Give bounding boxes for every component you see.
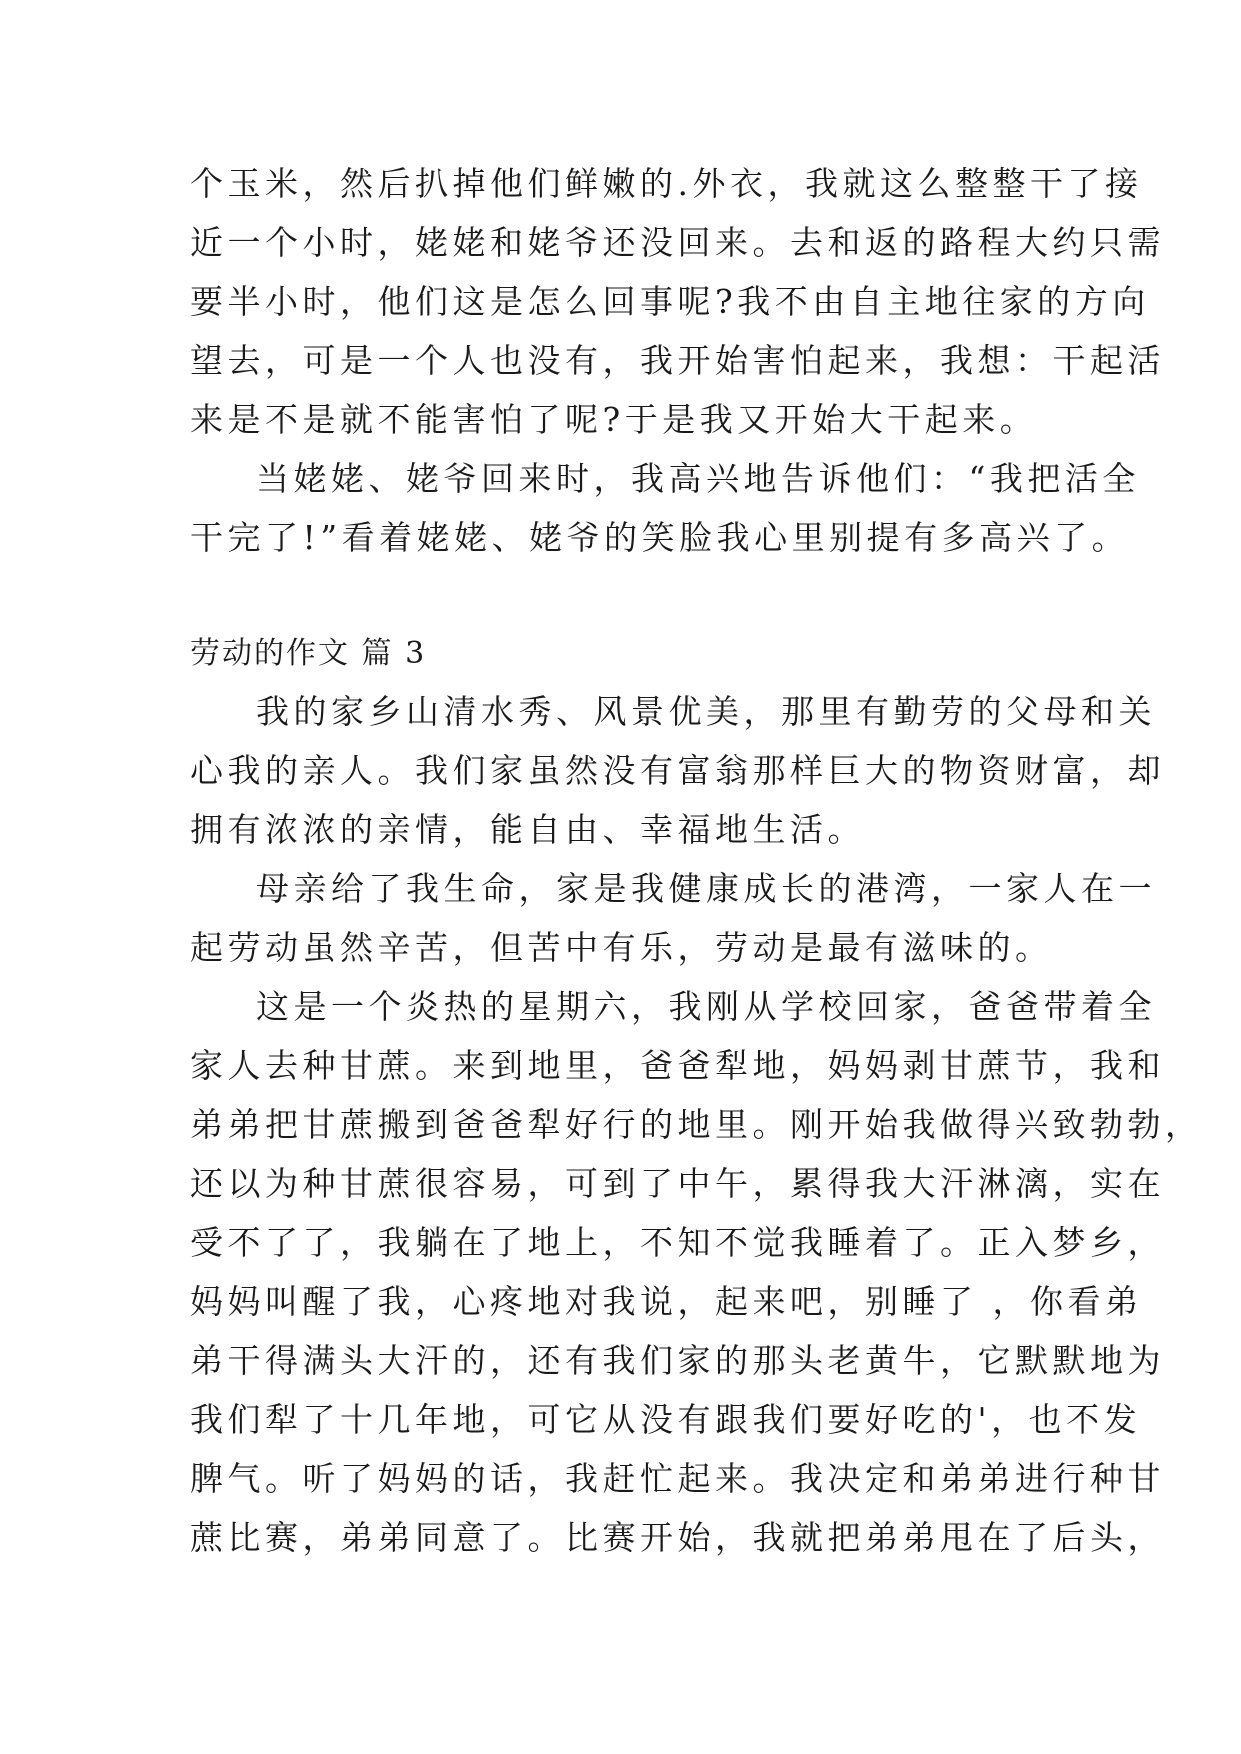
- paragraph-5-line-3: 弟弟把甘蔗搬到爸爸犁好行的地里。刚开始我做得兴致勃勃，: [190, 1105, 1203, 1144]
- paragraph-5-line-4: 还以为种甘蔗很容易，可到了中午，累得我大汗淋漓，实在: [190, 1164, 1165, 1203]
- paragraph-3-line-3: 拥有浓浓的亲情，能自由、幸福地生活。: [190, 810, 865, 849]
- paragraph-5-line-1: 这是一个炎热的星期六，我刚从学校回家，爸爸带着全: [256, 987, 1156, 1026]
- paragraph-5-line-8: 我们犁了十几年地，可它从没有跟我们要好吃的'，也不发: [190, 1400, 1142, 1439]
- paragraph-5-line-7: 弟干得满头大汗的，还有我们家的那头老黄牛，它默默地为: [190, 1341, 1165, 1380]
- paragraph-1-line-4: 望去，可是一个人也没有，我开始害怕起来，我想：干起活: [190, 341, 1165, 380]
- paragraph-2-line-1: 当姥姥、姥爷回来时，我高兴地告诉他们：“我把活全: [256, 459, 1140, 498]
- paragraph-5-line-6: 妈妈叫醒了我，心疼地对我说，起来吧，别睡了 ，你看弟: [190, 1282, 1143, 1321]
- paragraph-4-line-1: 母亲给了我生命，家是我健康成长的港湾，一家人在一: [256, 869, 1156, 908]
- paragraph-3-line-1: 我的家乡山清水秀、风景优美，那里有勤劳的父母和关: [256, 692, 1156, 731]
- paragraph-1-line-5: 来是不是就不能害怕了呢?于是我又开始大干起来。: [190, 400, 1038, 439]
- paragraph-1-line-2: 近一个小时，姥姥和姥爷还没回来。去和返的路程大约只需: [190, 223, 1165, 262]
- paragraph-4-line-2: 起劳动虽然辛苦，但苦中有乐，劳动是最有滋味的。: [190, 928, 1053, 967]
- paragraph-2-line-2: 干完了!”看着姥姥、姥爷的笑脸我心里别提有多高兴了。: [190, 518, 1130, 557]
- paragraph-5-line-10: 蔗比赛，弟弟同意了。比赛开始，我就把弟弟甩在了后头，: [190, 1518, 1165, 1557]
- section-title: 劳动的作文 篇 3: [190, 636, 427, 671]
- paragraph-3-line-2: 心我的亲人。我们家虽然没有富翁那样巨大的物资财富，却: [190, 751, 1165, 790]
- paragraph-5-line-5: 受不了了，我躺在了地上，不知不觉我睡着了。正入梦乡，: [190, 1223, 1165, 1262]
- paragraph-5-line-9: 脾气。听了妈妈的话，我赶忙起来。我决定和弟弟进行种甘: [190, 1459, 1165, 1498]
- paragraph-1-line-3: 要半小时，他们这是怎么回事呢?我不由自主地往家的方向: [190, 282, 1150, 321]
- paragraph-5-line-2: 家人去种甘蔗。来到地里，爸爸犁地，妈妈剥甘蔗节，我和: [190, 1046, 1165, 1085]
- paragraph-1-line-1: 个玉米，然后扒掉他们鲜嫩的.外衣，我就这么整整干了接: [190, 164, 1143, 203]
